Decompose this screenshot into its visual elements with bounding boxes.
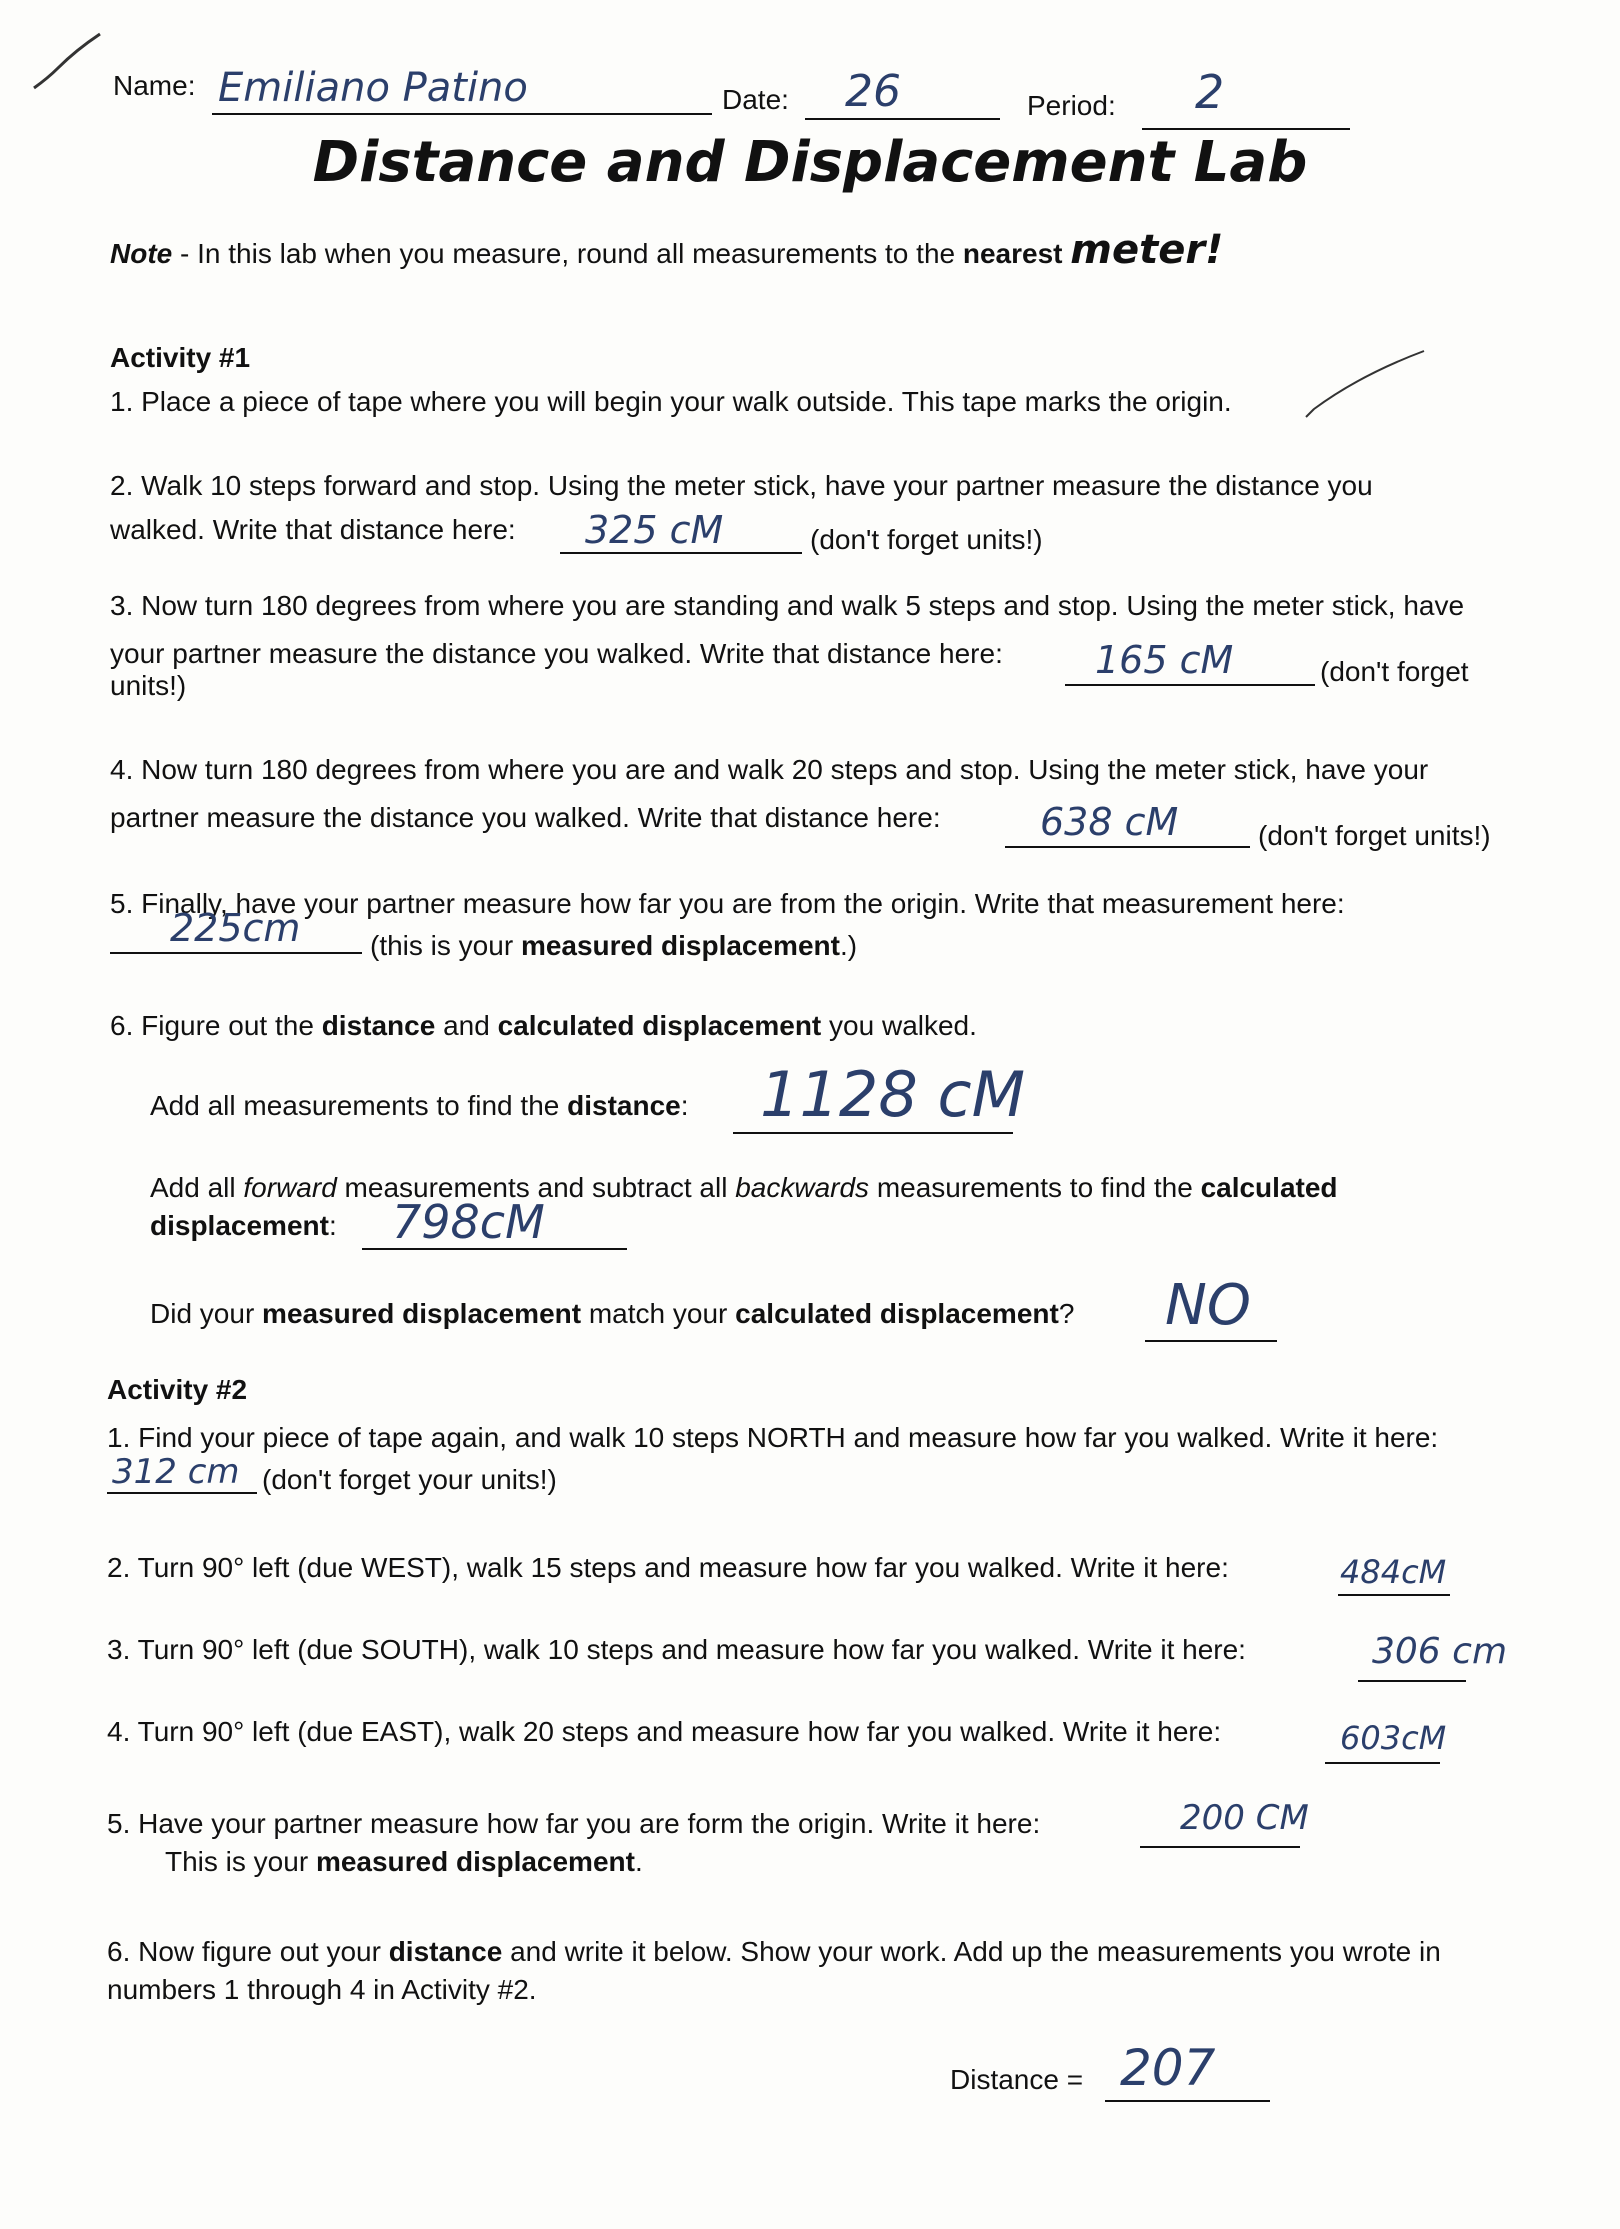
- check-mark-icon: [28, 28, 108, 98]
- a2-step5-answer-line: [1140, 1846, 1300, 1848]
- a1-calculated-answer: 798cM: [392, 1195, 545, 1249]
- a1-match-answer: NO: [1165, 1273, 1251, 1338]
- distance-label: Distance =: [950, 2064, 1084, 2095]
- name-label: Name:: [113, 70, 196, 101]
- a2-step5-line1: 5. Have your partner measure how far you are form the origin. Write it here:: [107, 1808, 1041, 1839]
- a2-step5-answer: 200 CM: [1180, 1798, 1309, 1838]
- a1-calculated-line2: displacement:: [150, 1210, 337, 1241]
- page-title: Distance and Displacement Lab: [312, 130, 1308, 195]
- a1-step3-line1: 3. Now turn 180 degrees from where you are standing and walk 5 steps and stop. Using the meter stick, have: [110, 590, 1465, 621]
- name-line: [212, 113, 712, 115]
- a1-step3-line2: your partner measure the distance you walked. Write that distance here:: [110, 638, 1003, 669]
- check-mark-icon: [1300, 345, 1430, 425]
- a2-step6-line2: numbers 1 through 4 in Activity #2.: [107, 1974, 537, 2005]
- distance-answer-line: [1105, 2100, 1270, 2102]
- a1-step5-line1: 5. Finally, have your partner measure how far you are from the origin. Write that measurement here:: [110, 888, 1345, 919]
- a1-step3-line3: units!): [110, 670, 187, 701]
- a1-step2-answer-line: [560, 552, 802, 554]
- date-value: 26: [845, 66, 901, 117]
- a1-step3-answer: 165 cM: [1095, 638, 1234, 682]
- a2-step2-answer-line: [1338, 1594, 1450, 1596]
- name-value: Emiliano Patino: [218, 65, 528, 111]
- a1-step2-answer: 325 cM: [585, 508, 724, 552]
- a1-step5-answer: 225cm: [170, 906, 301, 950]
- date-line: [805, 118, 1000, 120]
- a2-step3: 3. Turn 90° left (due SOUTH), walk 10 steps and measure how far you walked. Write it here:: [107, 1634, 1246, 1665]
- a2-step2-answer: 484cM: [1340, 1553, 1447, 1591]
- activity2-heading: Activity #2: [107, 1374, 248, 1405]
- a2-step5-line2: This is your measured displacement.: [165, 1846, 643, 1877]
- a2-step1-line2: (don't forget your units!): [262, 1464, 557, 1495]
- note-line: Note - In this lab when you measure, round all measurements to the nearest meter!: [110, 227, 1224, 273]
- date-label: Date:: [722, 84, 789, 115]
- distance-answer: 207: [1120, 2039, 1216, 2097]
- a1-distance-answer-line: [733, 1132, 1013, 1134]
- a2-step6-line1: 6. Now figure out your distance and write it below. Show your work. Add up the measurements you wrote in: [107, 1936, 1441, 1967]
- a1-step5-answer-line: [110, 952, 362, 954]
- a1-step2-units: (don't forget units!): [810, 524, 1043, 555]
- a2-step4-answer: 603cM: [1340, 1719, 1447, 1757]
- activity1-heading: Activity #1: [110, 342, 251, 373]
- a1-step1: 1. Place a piece of tape where you will begin your walk outside. This tape marks the origin.: [110, 386, 1232, 417]
- a1-match-answer-line: [1145, 1340, 1277, 1342]
- period-value: 2: [1195, 65, 1225, 119]
- a2-step3-answer: 306 cm: [1372, 1631, 1508, 1672]
- a2-step1-line1: 1. Find your piece of tape again, and walk 10 steps NORTH and measure how far you walked. Write it here:: [107, 1422, 1439, 1453]
- a1-step5-line2: (this is your measured displacement.): [370, 930, 858, 961]
- a1-step4-answer: 638 cM: [1040, 800, 1179, 844]
- a1-calculated-line1: Add all forward measurements and subtract all backwards measurements to find the calculated: [150, 1172, 1338, 1203]
- a1-step2-line1: 2. Walk 10 steps forward and stop. Using the meter stick, have your partner measure the distance you: [110, 470, 1373, 501]
- a2-step3-answer-line: [1358, 1680, 1466, 1682]
- a1-step4-line1: 4. Now turn 180 degrees from where you are and walk 20 steps and stop. Using the meter stick, have your: [110, 754, 1429, 785]
- a2-step2: 2. Turn 90° left (due WEST), walk 15 steps and measure how far you walked. Write it here:: [107, 1552, 1229, 1583]
- a1-step3-answer-line: [1065, 684, 1315, 686]
- a1-distance-line: Add all measurements to find the distance:: [150, 1090, 689, 1121]
- a2-step1-answer: 312 cm: [112, 1452, 240, 1492]
- a2-step4-answer-line: [1325, 1762, 1440, 1764]
- a1-distance-answer: 1128 cM: [760, 1058, 1026, 1131]
- period-label: Period:: [1027, 90, 1116, 121]
- a1-step2-line2: walked. Write that distance here:: [110, 514, 516, 545]
- a2-step1-answer-line: [107, 1492, 257, 1494]
- a1-step3-units: (don't forget: [1320, 656, 1469, 687]
- a1-step4-line2: partner measure the distance you walked. Write that distance here:: [110, 802, 941, 833]
- a2-step4: 4. Turn 90° left (due EAST), walk 20 steps and measure how far you walked. Write it here:: [107, 1716, 1222, 1747]
- a1-step4-answer-line: [1005, 846, 1250, 848]
- a1-step4-units: (don't forget units!): [1258, 820, 1491, 851]
- a1-step6: 6. Figure out the distance and calculated displacement you walked.: [110, 1010, 977, 1041]
- a1-match-question: Did your measured displacement match your calculated displacement?: [150, 1298, 1075, 1329]
